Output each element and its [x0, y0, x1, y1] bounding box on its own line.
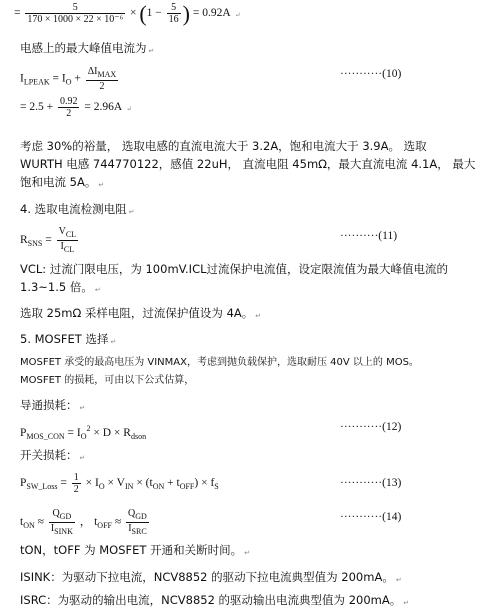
eq13-toff-sub: OFF — [179, 482, 195, 492]
fraction — [25, 2, 125, 25]
return-mark-icon: ↵ — [79, 404, 86, 412]
mos-text-2: MOSFET 的损耗，可由以下公式估算， — [20, 375, 195, 386]
eq10-fraction — [86, 66, 118, 92]
eq13-lhs-sub: SW_Loss — [26, 482, 58, 492]
eq12-rest: × D × R — [93, 427, 131, 439]
sense-resistor-line — [20, 305, 261, 324]
eq13-ton: × (t — [136, 477, 153, 490]
margin-text-1: 考虑 30%的裕量， 选取电感的直流电流大于 3.2A，饱和电流大于 3.9A。 选取 — [20, 139, 427, 153]
equation-13 — [20, 472, 219, 495]
eq10b-frac-num: 0.92 — [59, 96, 78, 107]
eq10b-fraction — [58, 96, 80, 119]
conduction-loss-text: 导通损耗： — [20, 398, 78, 412]
equation-number-13: ···········(13) — [340, 477, 402, 489]
eq14-i1: I — [50, 523, 55, 534]
section-5-text: 5. MOSFET 选择 — [20, 332, 109, 346]
return-mark-icon: ↵ — [234, 11, 241, 20]
equation-10 — [20, 66, 120, 92]
paren-term: 1 − — [146, 7, 162, 20]
isink-text: ISINK：为驱动下拉电流，NCV8852 的驱动下拉电流典型值为 200mA。 — [20, 570, 394, 584]
eq14-i1-sub: SINK — [54, 527, 73, 536]
equation-number-11: ··········(11) — [340, 230, 398, 242]
eq14-ton-sub: ON — [23, 521, 35, 531]
conduction-loss-title — [20, 397, 85, 416]
eq11-lhs: R — [20, 234, 28, 247]
eq14-q2: Q — [128, 508, 136, 519]
eq10b-end: = 2.96A — [84, 101, 122, 114]
return-mark-icon: ↵ — [98, 181, 105, 189]
eq14-frac-1-den — [49, 523, 75, 537]
return-mark-icon: ↵ — [128, 208, 135, 216]
peak-current-text: 电感上的最大峰值电流为 — [20, 41, 147, 55]
mos-line-1 — [20, 355, 419, 371]
eq10-mid-sub: O — [65, 77, 72, 87]
inner-numerator: 5 — [167, 2, 181, 14]
eq11-num-sub: CL — [65, 230, 77, 239]
return-mark-icon: ↵ — [110, 338, 117, 346]
eq10-frac-den: 2 — [99, 81, 105, 92]
isrc-line — [20, 592, 409, 611]
margin-line-2 — [20, 156, 475, 172]
eq10-lhs: I — [20, 72, 24, 85]
return-mark-icon: ↵ — [148, 47, 155, 55]
return-mark-icon: ↵ — [255, 312, 262, 320]
eq13-io-sub: O — [98, 482, 105, 492]
eq14-q1: Q — [52, 508, 60, 519]
eq12-rhs-sub: O — [80, 432, 87, 441]
eq14-ton: t — [20, 516, 24, 529]
ton-toff-text: tON，tOFF 为 MOSFET 开通和关断时间。 — [20, 543, 243, 557]
return-mark-icon: ↵ — [244, 549, 250, 557]
section-4-text: 4. 选取电流检测电阻 — [20, 202, 127, 216]
eq13-fs: ) × f — [194, 477, 215, 490]
section-5-heading — [20, 331, 116, 350]
return-mark-icon: ↵ — [403, 599, 410, 607]
switching-loss-title — [20, 447, 85, 466]
eq11-equals: = — [45, 234, 52, 247]
inner-denominator: 16 — [168, 14, 179, 25]
margin-line-3 — [20, 174, 104, 193]
eq13-vin-sub: IN — [124, 482, 134, 492]
eq13-half — [72, 472, 81, 495]
eq13-io: × I — [85, 477, 99, 490]
equation-11 — [20, 226, 80, 255]
eq11-den-sub: CL — [63, 245, 75, 254]
return-mark-icon: ↵ — [126, 105, 133, 114]
mos-text-1: MOSFET 承受的最高电压为 VINMAX，考虑到抛负载保护，选取耐压 40V 以上的 MOS。 — [20, 357, 419, 368]
eq13-ton-sub: ON — [152, 482, 165, 492]
eq13-half-den: 2 — [73, 484, 79, 495]
section-4-heading — [20, 201, 135, 220]
eq11-lhs-sub: SNS — [27, 239, 43, 249]
eq10-lhs-sub: LPEAK — [23, 77, 50, 87]
eq14-toff: t — [94, 516, 98, 529]
eq10-mid: = I — [52, 72, 66, 85]
eq10-frac-num — [86, 66, 118, 81]
equation-number-14: ···········(14) — [340, 511, 402, 523]
eq11-fraction — [57, 226, 78, 255]
eq11-den-text: I — [60, 241, 64, 252]
return-mark-icon: ↵ — [94, 286, 101, 294]
fraction-numerator: 5 — [25, 2, 125, 14]
mos-line-2 — [20, 373, 194, 389]
eq12-lhs: P — [20, 427, 27, 439]
equation-top — [14, 2, 241, 25]
times-sign: × — [129, 7, 137, 20]
right-paren: ) — [182, 1, 190, 27]
eq13-lhs: P — [20, 477, 27, 490]
switching-loss-text: 开关损耗： — [20, 448, 78, 462]
sense-resistor-text: 选取 25mΩ 采样电阻，过流保护值设为 4A。 — [20, 306, 254, 320]
equation-14 — [20, 508, 151, 537]
eq14-frac-1-num — [49, 508, 75, 523]
eq12-rest-sub: dson — [130, 432, 147, 441]
eq14-i2-sub: SRC — [131, 527, 147, 536]
equation-number-12: ···········(12) — [340, 421, 402, 433]
equation-10b — [20, 96, 132, 119]
eq11-num-text: V — [58, 226, 66, 237]
eq14-frac-2-num — [126, 508, 149, 523]
eq14-frac-1 — [49, 508, 75, 537]
fraction-denominator: 170 × 1000 × 22 × 10⁻⁶ — [27, 14, 124, 25]
return-mark-icon: ↵ — [395, 576, 402, 584]
equation-12 — [20, 421, 146, 445]
margin-text-2: WURTH 电感 744770122，感值 22uH， 直流电阻 45mΩ，最大直流电流 4.1A， 最大 — [20, 157, 476, 171]
eq14-frac-2 — [126, 508, 149, 537]
eq14-q1-sub: GD — [59, 512, 72, 521]
eq11-num — [57, 226, 78, 241]
eq14-approx-2: ≈ — [114, 516, 122, 529]
eq10b-frac-den: 2 — [66, 108, 72, 119]
peak-current-title — [20, 40, 154, 59]
vcl-text-1: VCL: 过流门限电压，为 100mV.ICL过流保护电流值，设定限流值为最大峰值电流的 — [20, 262, 449, 276]
vcl-line-1 — [20, 261, 448, 277]
eq13-toff: + t — [167, 477, 180, 490]
vcl-text-2: 1.3~1.5 倍。 — [20, 280, 93, 294]
eq13-equals: = — [60, 477, 67, 490]
equation-number-10: ···········(10) — [340, 68, 402, 80]
equation-result: = 0.92A — [192, 7, 230, 20]
eq10b-start: = 2.5 + — [20, 101, 54, 114]
eq10-frac-num-sub: MAX — [97, 70, 117, 79]
eq14-approx-1: ≈ — [37, 516, 44, 529]
eq12-sup: 2 — [86, 424, 91, 433]
margin-text-3: 饱和电流 5A。 — [20, 175, 97, 189]
isrc-text: ISRC：为驱动的输出电流，NCV8852 的驱动输出电流典型值为 200mA。 — [20, 593, 402, 607]
eq10-frac-num-text: ΔI — [87, 66, 98, 77]
eq13-fs-sub: S — [214, 482, 219, 492]
eq13-vin: × V — [107, 477, 125, 490]
eq13-half-num: 1 — [73, 472, 79, 483]
return-mark-icon: ↵ — [79, 454, 86, 462]
eq14-toff-sub: OFF — [97, 521, 112, 531]
eq12-lhs-sub: MOS_CON — [26, 432, 65, 441]
eq10-plus: + — [74, 72, 81, 85]
isink-line — [20, 569, 402, 588]
margin-line-1 — [20, 138, 427, 154]
equals-sign: = — [14, 7, 21, 20]
left-paren: ( — [139, 1, 147, 27]
inner-fraction — [167, 2, 181, 25]
ton-toff-line — [20, 542, 250, 561]
eq14-frac-2-den — [126, 523, 149, 537]
eq14-q2-sub: GD — [135, 512, 147, 521]
eq14-comma: ， — [79, 516, 92, 529]
eq14-i2: I — [128, 523, 132, 534]
eq11-den — [57, 241, 78, 255]
vcl-line-2 — [20, 279, 101, 298]
eq12-rhs: = I — [67, 427, 81, 439]
